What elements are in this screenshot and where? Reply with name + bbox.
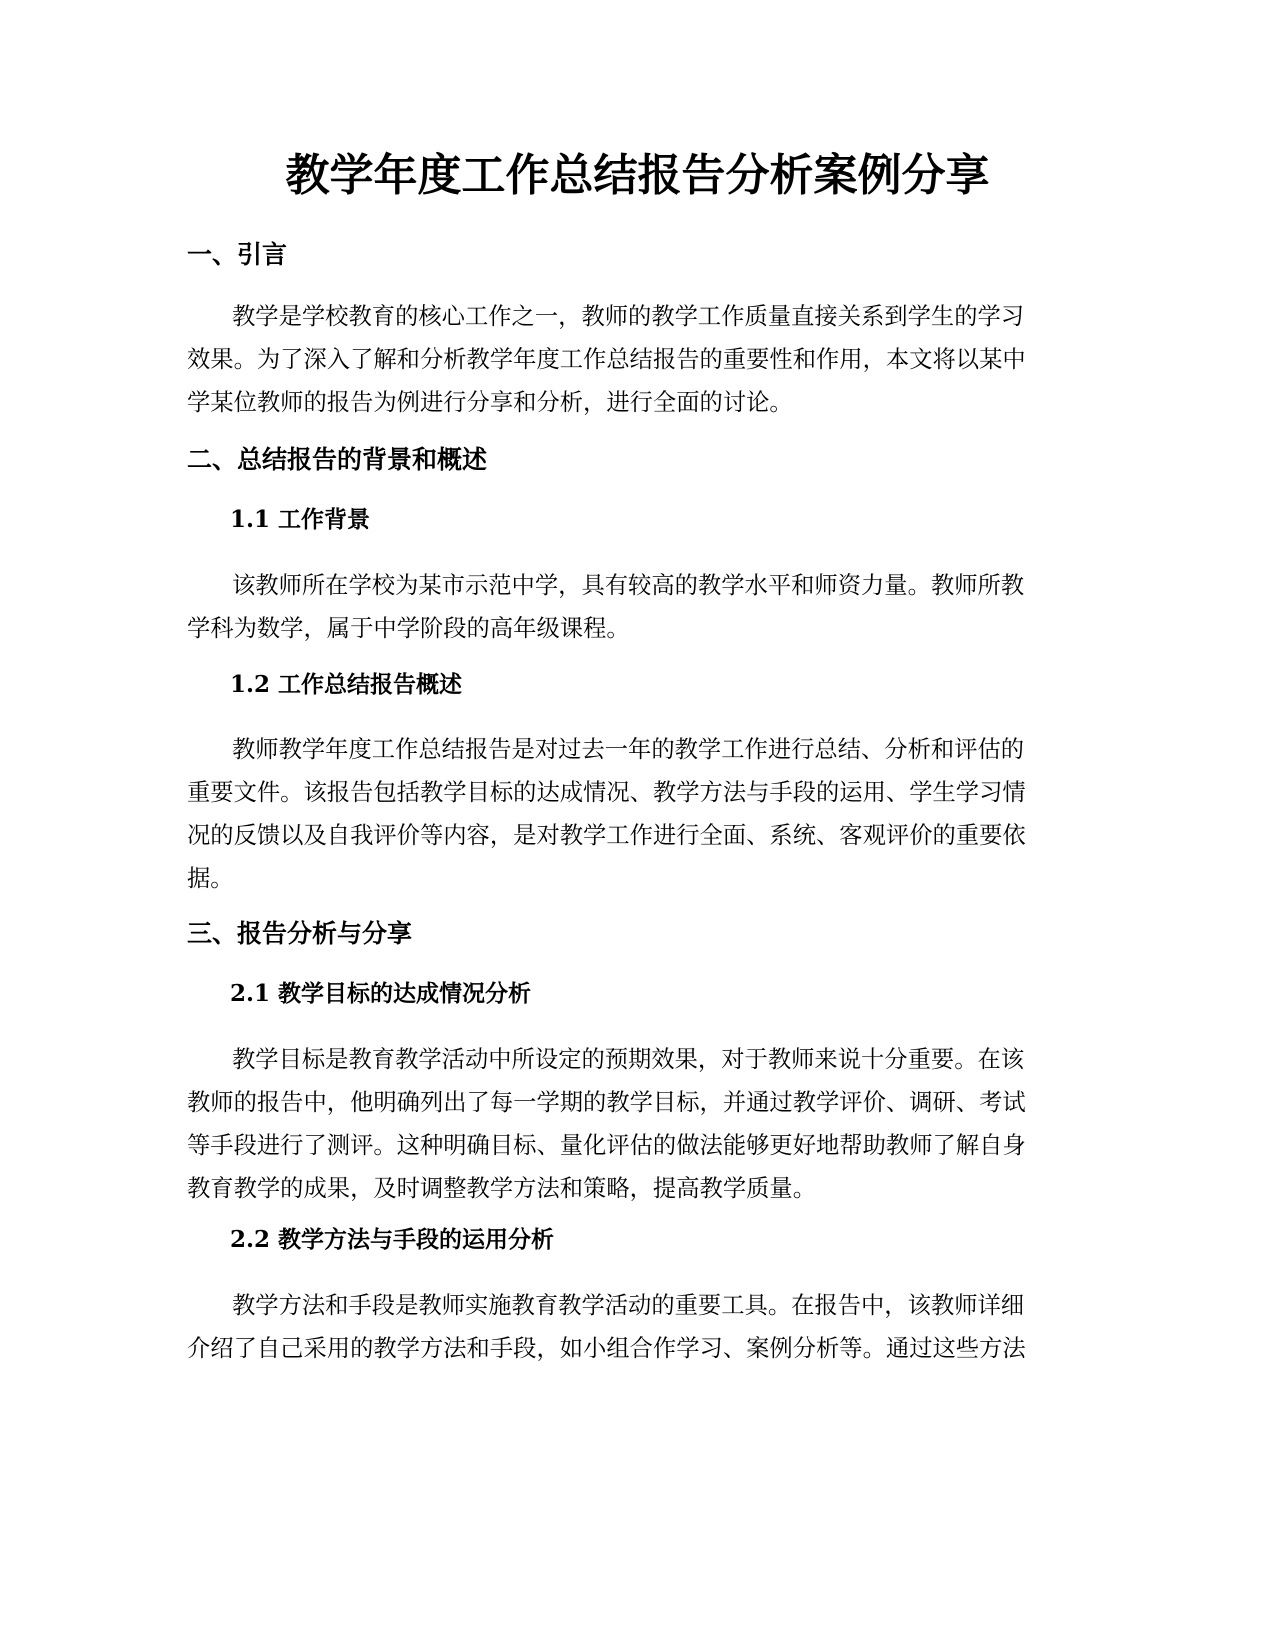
section-heading-introduction: 一、引言 — [187, 240, 288, 269]
document-title: 教学年度工作总结报告分析案例分享 — [285, 150, 990, 201]
paragraph-work-background — [187, 564, 1087, 650]
subsection-heading-goal-analysis: 2.1 教学目标的达成情况分析 — [230, 980, 532, 1007]
paragraph-line: 该教师所在学校为某市示范中学，具有较高的教学水平和师资力量。教师所教 — [232, 572, 1025, 599]
paragraph-line: 效果。为了深入了解和分析教学年度工作总结报告的重要性和作用，本文将以某中 — [187, 346, 1026, 373]
paragraph-line: 教学目标是教育教学活动中所设定的预期效果，对于教师来说十分重要。在该 — [232, 1046, 1025, 1073]
paragraph-line: 学科为数学，属于中学阶段的高年级课程。 — [187, 615, 630, 642]
subsection-heading-work-background: 1.1 工作背景 — [230, 506, 371, 533]
paragraph-line: 介绍了自己采用的教学方法和手段，如小组合作学习、案例分析等。通过这些方法 — [187, 1335, 1026, 1362]
section-heading-background: 二、总结报告的背景和概述 — [187, 445, 488, 474]
paragraph-line: 据。 — [187, 865, 234, 892]
paragraph-line: 教学是学校教育的核心工作之一，教师的教学工作质量直接关系到学生的学习 — [232, 303, 1025, 330]
section-heading-analysis: 三、报告分析与分享 — [187, 919, 413, 948]
subsection-heading-method-analysis: 2.2 教学方法与手段的运用分析 — [230, 1226, 555, 1253]
paragraph-line: 学某位教师的报告为例进行分享和分析，进行全面的讨论。 — [187, 389, 793, 416]
paragraph-line: 况的反馈以及自我评价等内容，是对教学工作进行全面、系统、客观评价的重要依 — [187, 822, 1026, 849]
paragraph-line: 教师教学年度工作总结报告是对过去一年的教学工作进行总结、分析和评估的 — [232, 736, 1025, 763]
subsection-heading-report-overview: 1.2 工作总结报告概述 — [230, 671, 463, 698]
paragraph-goal-analysis — [187, 1038, 1087, 1210]
paragraph-line: 教育教学的成果，及时调整教学方法和策略，提高教学质量。 — [187, 1175, 817, 1202]
paragraph-line: 教师的报告中，他明确列出了每一学期的教学目标，并通过教学评价、调研、考试 — [187, 1089, 1026, 1116]
paragraph-method-analysis — [187, 1284, 1087, 1370]
paragraph-line: 教学方法和手段是教师实施教育教学活动的重要工具。在报告中，该教师详细 — [232, 1292, 1025, 1319]
paragraph-introduction — [187, 295, 1087, 424]
paragraph-line: 重要文件。该报告包括教学目标的达成情况、教学方法与手段的运用、学生学习情 — [187, 779, 1026, 806]
paragraph-line: 等手段进行了测评。这种明确目标、量化评估的做法能够更好地帮助教师了解自身 — [187, 1132, 1026, 1159]
paragraph-report-overview — [187, 728, 1087, 900]
